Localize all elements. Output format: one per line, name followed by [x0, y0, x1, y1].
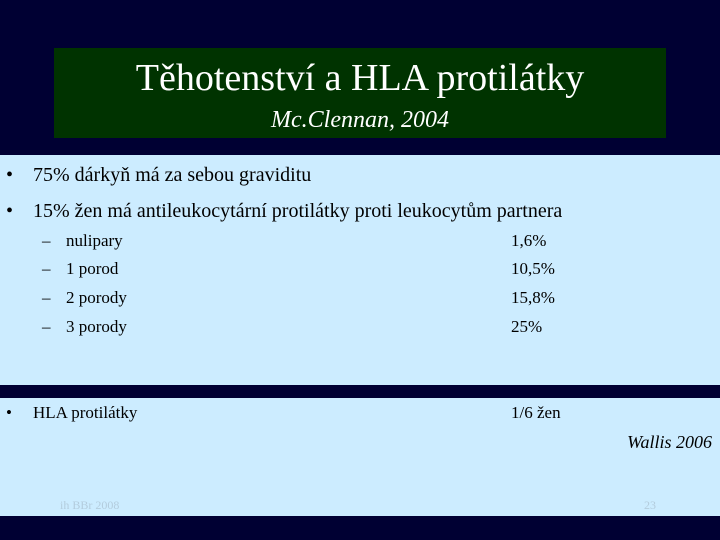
dash-mark: – [42, 231, 51, 250]
hla-item [6, 402, 137, 424]
sub-item-value: 1,6% [511, 231, 547, 250]
sub-item [42, 258, 118, 280]
page-number: 23 [644, 498, 656, 512]
bullet-text: 15% žen má antileukocytární protilátky proti leukocytům partnera [33, 200, 563, 222]
dash-mark: – [42, 259, 51, 278]
title-box [54, 48, 666, 138]
sub-item-label: 2 porody [66, 288, 127, 307]
bullet-mark: • [6, 403, 12, 422]
bullet-mark: • [6, 164, 14, 186]
hla-value: 1/6 žen [511, 403, 561, 422]
slide-title: Těhotenství a HLA protilátky [135, 57, 585, 99]
citation: Wallis 2006 [627, 432, 712, 452]
sub-item-label: nulipary [66, 231, 123, 250]
dash-mark: – [42, 288, 51, 307]
sub-item-value: 25% [511, 317, 543, 336]
sub-item-value: 15,8% [511, 288, 555, 307]
slide-subtitle: Mc.Clennan, 2004 [271, 107, 449, 133]
bullet-text: 75% dárkyň má za sebou graviditu [33, 164, 312, 186]
bullet-mark: • [6, 200, 14, 222]
bullet-item [6, 199, 562, 223]
sub-item [42, 316, 127, 338]
dash-mark: – [42, 317, 51, 336]
sub-item-value: 10,5% [511, 259, 555, 278]
sub-item [42, 287, 127, 309]
sub-item-label: 3 porody [66, 317, 127, 336]
sub-item [42, 230, 123, 252]
bullet-item [6, 163, 311, 187]
sub-item-label: 1 porod [66, 259, 119, 278]
hla-label: HLA protilátky [33, 403, 138, 422]
footer-left: ih BBr 2008 [60, 498, 120, 512]
